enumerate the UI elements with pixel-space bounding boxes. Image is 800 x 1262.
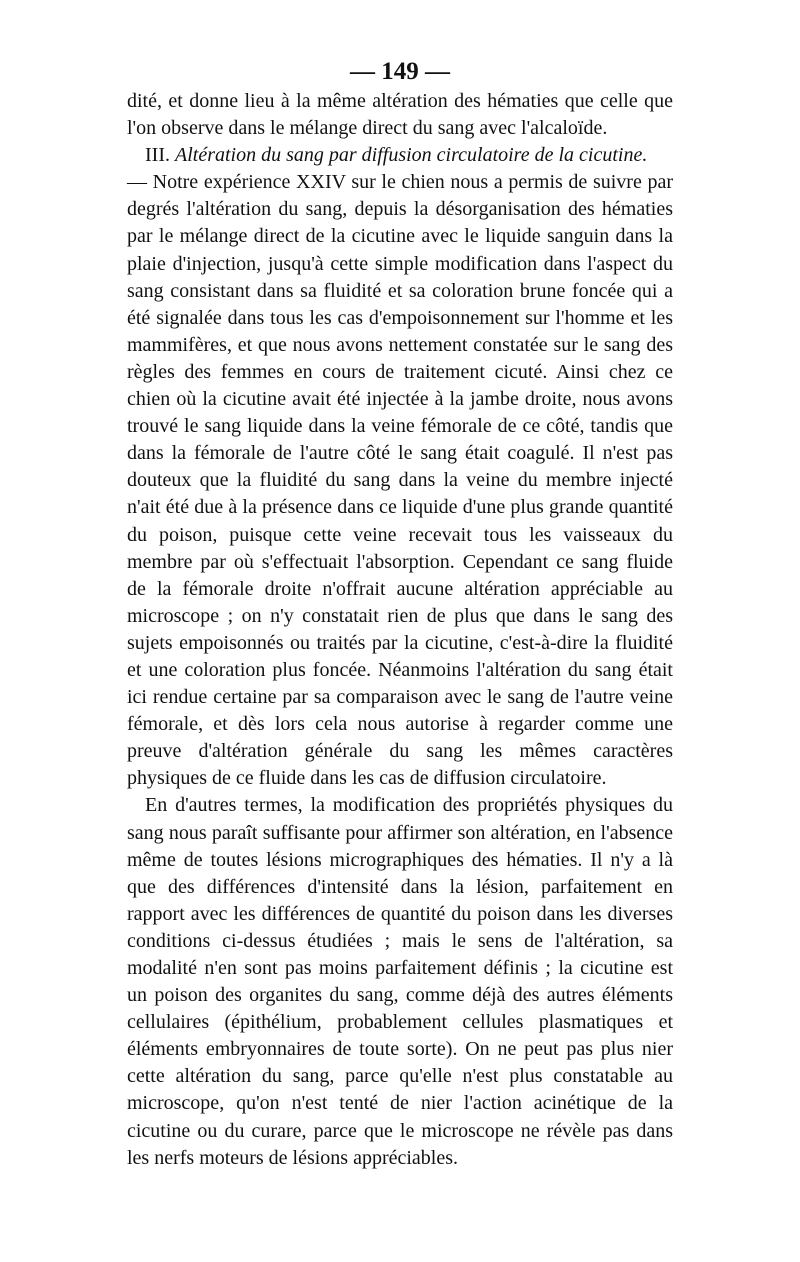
section-title: Altération du sang par diffusion circulatoire de la cicutine. [174,144,648,167]
section-label: III. [145,144,170,167]
paragraph-continuation: dité, et donne lieu à la même altération des hématies que celle que l'on observe dans le mélange direct du sang avec l'alcaloïde. [127,90,673,140]
paragraph-section-body: — Notre expérience XXIV sur le chien nous a permis de suivre par degrés l'altération du sang, depuis la désorganisation des hématies par le mélange direct de la cicutine avec le liquide sanguin dans la plaie d'injection, jusqu'à cette simple modification dans l'aspect du sang consistant dans sa fluidité et sa coloration brune foncée qui a été signalée dans tous les cas d'empoisonnement sur l'homme et les mammifères, et que nous avons nettement constatée sur le sang des règles des femmes en cours de traitement cicuté. Ainsi chez ce chien où la cicutine avait été injectée à la jambe droite, nous avons trouvé le sang liquide dans la veine fémorale de ce côté, tandis que dans la fémorale de l'autre côté le sang était coagulé. Il n'est pas douteux que la fluidité du sang dans la veine du membre injecté n'ait été due à la présence dans ce liquide d'une plus grande quantité du poison, puisque cette veine recevait tous les vaisseaux du membre par où s'effectuait l'absorption. Cependant ce sang fluide de la fémorale droite n'offrait aucune altération appréciable au microscope ; on n'y constatait rien de plus que dans le sang des sujets empoisonnés ou traités par la cicutine, c'est-à-dire la fluidité et une coloration plus foncée. Néanmoins l'altération du sang était ici rendue certaine par sa comparaison avec le sang de l'autre veine fémorale, et dès lors cela nous autorise à regarder comme une preuve d'altération générale du sang les mêmes caractères physiques de ce fluide dans les cas de diffusion circulatoire. [127,171,673,790]
section-heading [127,142,673,169]
page-number: — 149 — [350,58,450,85]
paragraph-conclusion: En d'autres termes, la modification des propriétés physiques du sang nous paraît suffisante pour affirmer son altération, en l'absence même de toutes lésions micrographiques des hématies. Il n'y a là que des différences d'intensité dans la lésion, parfaitement en rapport avec les différences de quantité du poison dans les diverses conditions ci-dessus étudiées ; mais le sens de l'altération, sa modalité n'en sont pas moins parfaitement définis ; la cicutine est un poison des organites du sang, comme déjà des autres éléments cellulaires (épithélium, probablement cellules plasmatiques et éléments embryonnaires de toute sorte). On ne peut pas plus nier cette altération du sang, parce qu'elle n'est plus constatable au microscope, qu'on n'est tenté de nier l'action acinétique de la cicutine ou du curare, parce que le microscope ne révèle pas dans les nerfs moteurs de lésions appréciables. [127,794,673,1169]
body-text [127,88,673,1172]
